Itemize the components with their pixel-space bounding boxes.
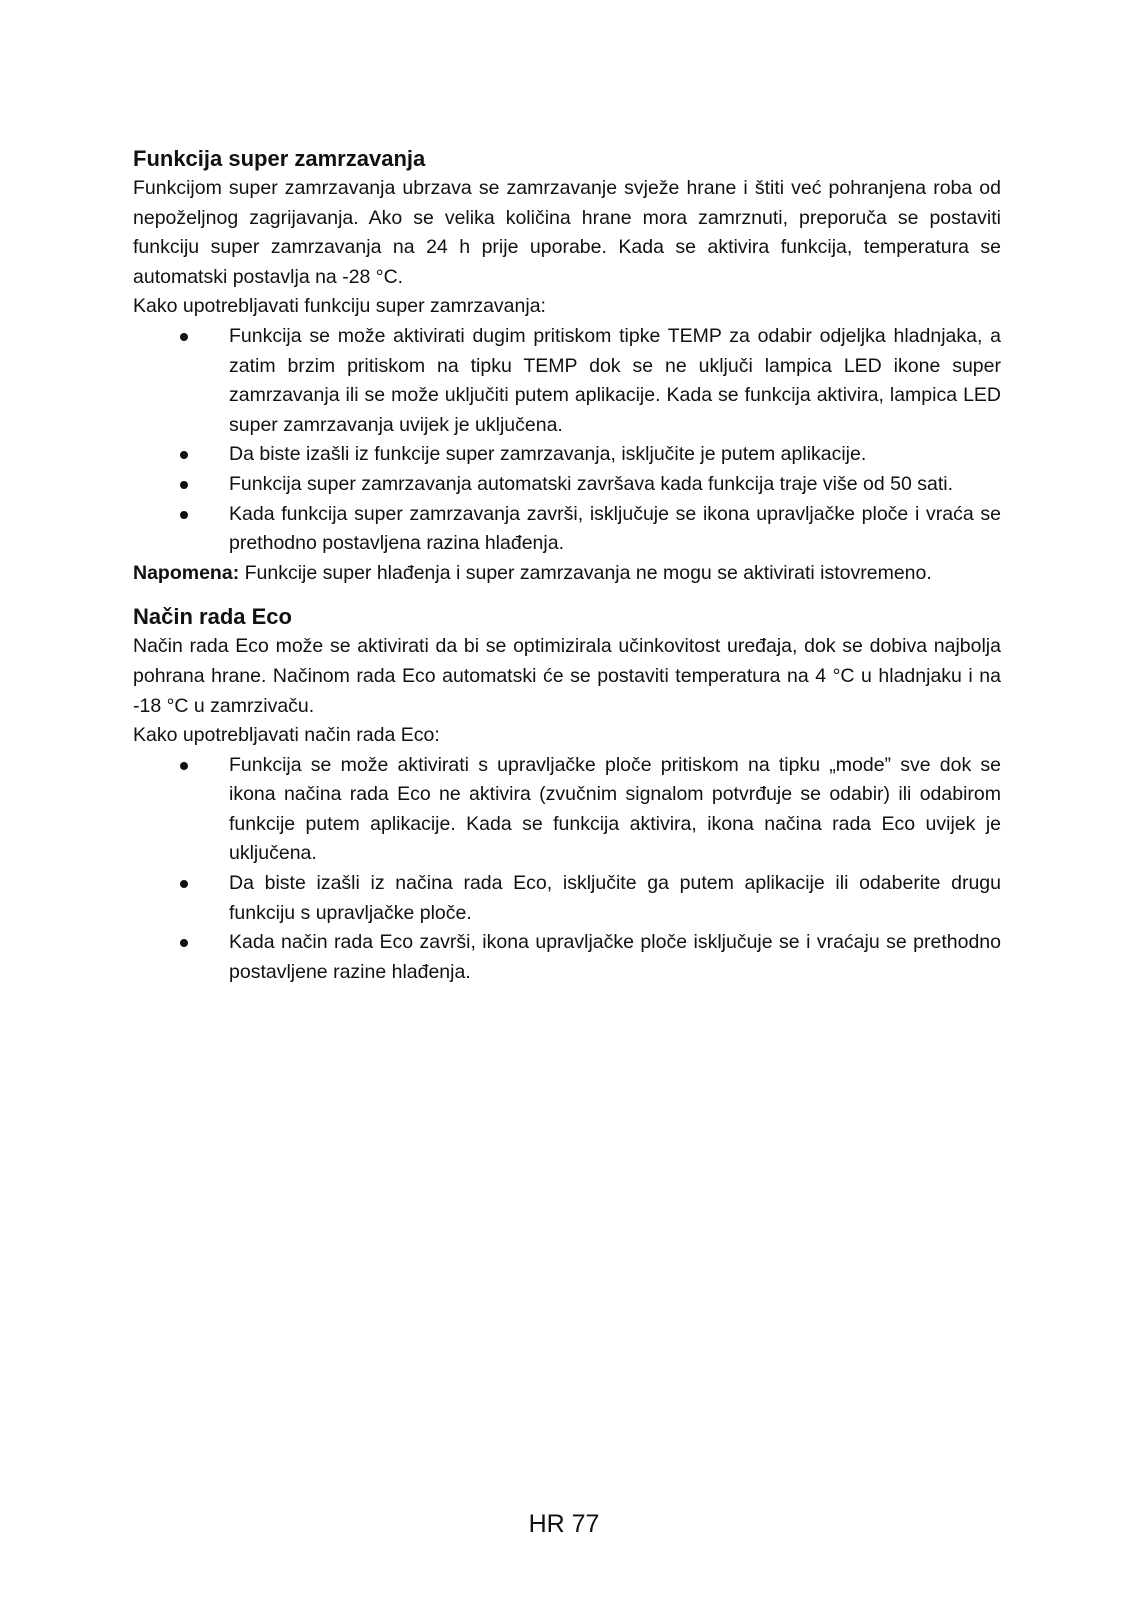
list-item-text: Funkcija super zamrzavanja automatski završava kada funkcija traje više od 50 sati.	[229, 472, 954, 495]
section-super-freeze	[133, 144, 1001, 588]
howto-heading: Kako upotrebljavati način rada Eco:	[133, 724, 440, 747]
list-item	[133, 928, 1001, 987]
bullet-icon	[180, 762, 188, 770]
list-item-text: Funkcija se može aktivirati dugim pritiskom tipke TEMP za odabir odjeljka hladnjaka, a zatim brzim pritiskom na tipku TEMP dok se ne uključi lampica LED ikone super zamrzavanja ili se može uključiti putem aplikacije. Kada se funkcija aktivira, lampica LED super zamrzavanja uvijek je uključena.	[229, 324, 1001, 436]
howto-heading: Kako upotrebljavati funkciju super zamrzavanja:	[133, 295, 546, 318]
bullet-icon	[180, 481, 188, 489]
list-item-text: Kada način rada Eco završi, ikona upravljačke ploče isključuje se i vraćaju se prethodno postavljene razine hlađenja.	[229, 931, 1001, 983]
section-intro: Način rada Eco može se aktivirati da bi se optimizirala učinkovitost uređaja, dok se dobiva najbolja pohrana hrane. Načinom rada Eco automatski će se postaviti temperatura na 4 °C u hladnjaku i na -18 °C u zamrzivaču.	[133, 635, 1001, 717]
document-page	[133, 144, 1001, 987]
bullet-icon	[180, 939, 188, 947]
page-number: HR 77	[528, 1510, 600, 1538]
bullet-list	[133, 751, 1001, 988]
bullet-icon	[180, 451, 188, 459]
bullet-icon	[180, 333, 188, 341]
section-eco-mode	[133, 602, 1001, 987]
list-item-text: Da biste izašli iz funkcije super zamrzavanja, isključite je putem aplikacije.	[229, 443, 867, 466]
list-item-text: Da biste izašli iz načina rada Eco, isključite ga putem aplikacije ili odaberite drugu funkciju s upravljačke ploče.	[229, 872, 1001, 924]
list-item	[133, 440, 1001, 470]
list-item	[133, 869, 1001, 928]
bullet-list	[133, 322, 1001, 559]
list-item	[133, 751, 1001, 869]
note	[133, 559, 1001, 589]
bullet-icon	[180, 511, 188, 519]
section-spacer	[133, 588, 1001, 602]
note-label: Napomena:	[133, 561, 240, 584]
section-title: Način rada Eco	[133, 604, 292, 630]
bullet-icon	[180, 880, 188, 888]
section-intro: Funkcijom super zamrzavanja ubrzava se zamrzavanje svježe hrane i štiti već pohranjena roba od nepoželjnog zagrijavanja. Ako se velika količina hrane mora zamrznuti, preporuča se postaviti funkciju super zamrzavanja na 24 h prije uporabe. Kada se aktivira funkcija, temperatura se automatski postavlja na -28 °C.	[133, 177, 1001, 288]
list-item	[133, 500, 1001, 559]
section-title: Funkcija super zamrzavanja	[133, 146, 426, 171]
list-item-text: Funkcija se može aktivirati s upravljačke ploče pritiskom na tipku „mode” sve dok se ikona načina rada Eco ne aktivira (zvučnim signalom potvrđuje se odabir) ili odabirom funkcije putem aplikacije. Kada se funkcija aktivira, ikona načina rada Eco uvijek je uključena.	[229, 753, 1001, 865]
list-item	[133, 322, 1001, 440]
list-item-text: Kada funkcija super zamrzavanja završi, isključuje se ikona upravljačke ploče i vraća se prethodno postavljena razina hlađenja.	[229, 502, 1001, 555]
list-item	[133, 470, 1001, 500]
note-text: Funkcije super hlađenja i super zamrzavanja ne mogu se aktivirati istovremeno.	[239, 561, 932, 584]
